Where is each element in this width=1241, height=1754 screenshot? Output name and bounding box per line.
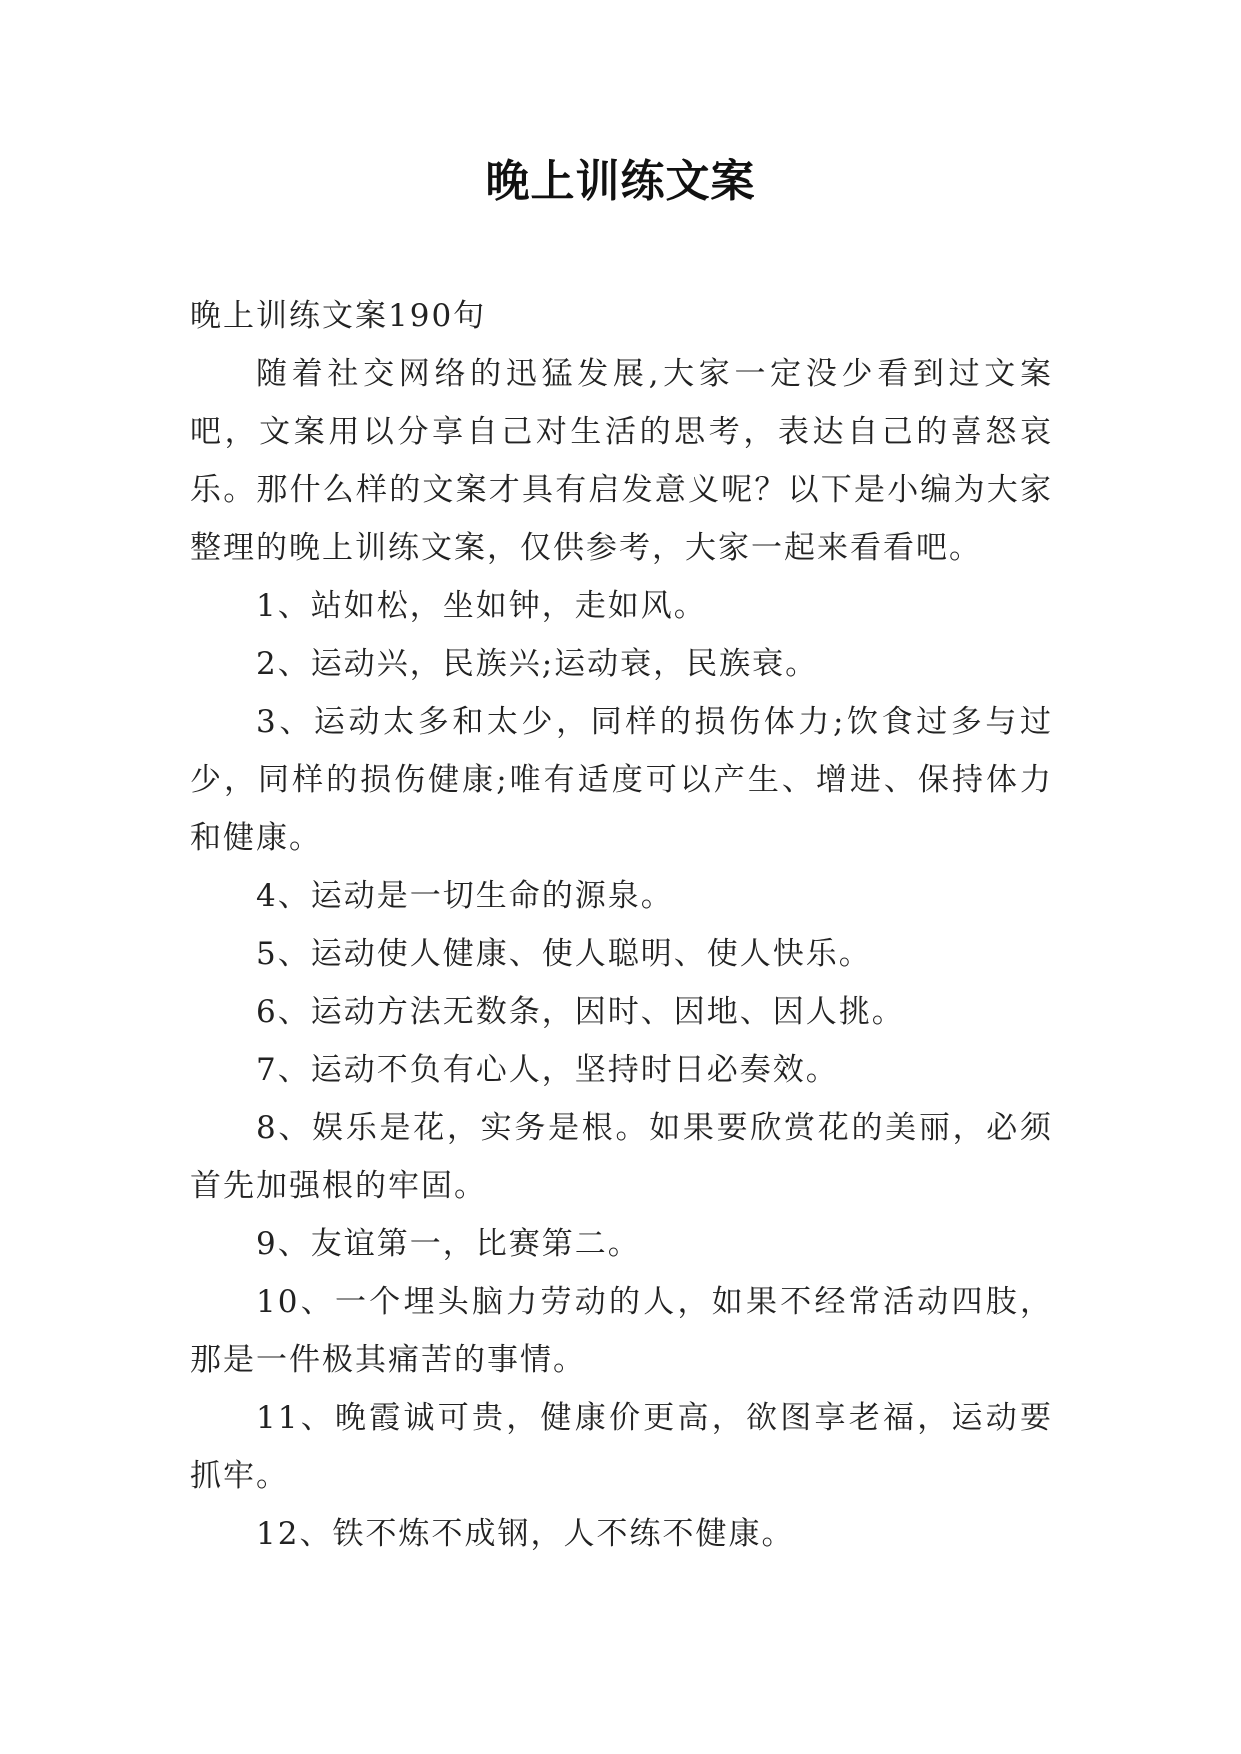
list-item: 2、运动兴，民族兴;运动衰，民族衰。 xyxy=(256,646,819,682)
list-item: 9、友谊第一，比赛第二。 xyxy=(256,1226,641,1262)
list-item: 7、运动不负有心人，坚持时日必奏效。 xyxy=(256,1052,839,1088)
list-item: 10、一个埋头脑力劳动的人，如果不经常活动四肢，那是一件极其痛苦的事情。 xyxy=(190,1284,1053,1378)
list-item: 4、运动是一切生命的源泉。 xyxy=(256,878,674,914)
document-body xyxy=(190,287,1053,1563)
list-item: 5、运动使人健康、使人聪明、使人快乐。 xyxy=(256,936,872,972)
list-item: 3、运动太多和太少，同样的损伤体力;饮食过多与过少，同样的损伤健康;唯有适度可以产生、增进、保持体力和健康。 xyxy=(190,704,1053,856)
document-subtitle: 晚上训练文案190句 xyxy=(190,298,487,334)
page-title: 晚上训练文案 xyxy=(485,156,756,207)
list-item: 12、铁不炼不成钢，人不练不健康。 xyxy=(256,1516,795,1552)
list-item: 1、站如松，坐如钟，走如风。 xyxy=(256,588,707,624)
list-item: 8、娱乐是花，实务是根。如果要欣赏花的美丽，必须首先加强根的牢固。 xyxy=(190,1110,1053,1204)
list-item: 6、运动方法无数条，因时、因地、因人挑。 xyxy=(256,994,905,1030)
list-item: 11、晚霞诚可贵，健康价更高，欲图享老福，运动要抓牢。 xyxy=(190,1400,1053,1494)
intro-paragraph: 随着社交网络的迅猛发展,大家一定没少看到过文案吧，文案用以分享自己对生活的思考，表达自己的喜怒哀乐。那什么样的文案才具有启发意义呢？以下是小编为大家整理的晚上训练文案，仅供参考，大家一起来看看吧。 xyxy=(190,356,1053,566)
